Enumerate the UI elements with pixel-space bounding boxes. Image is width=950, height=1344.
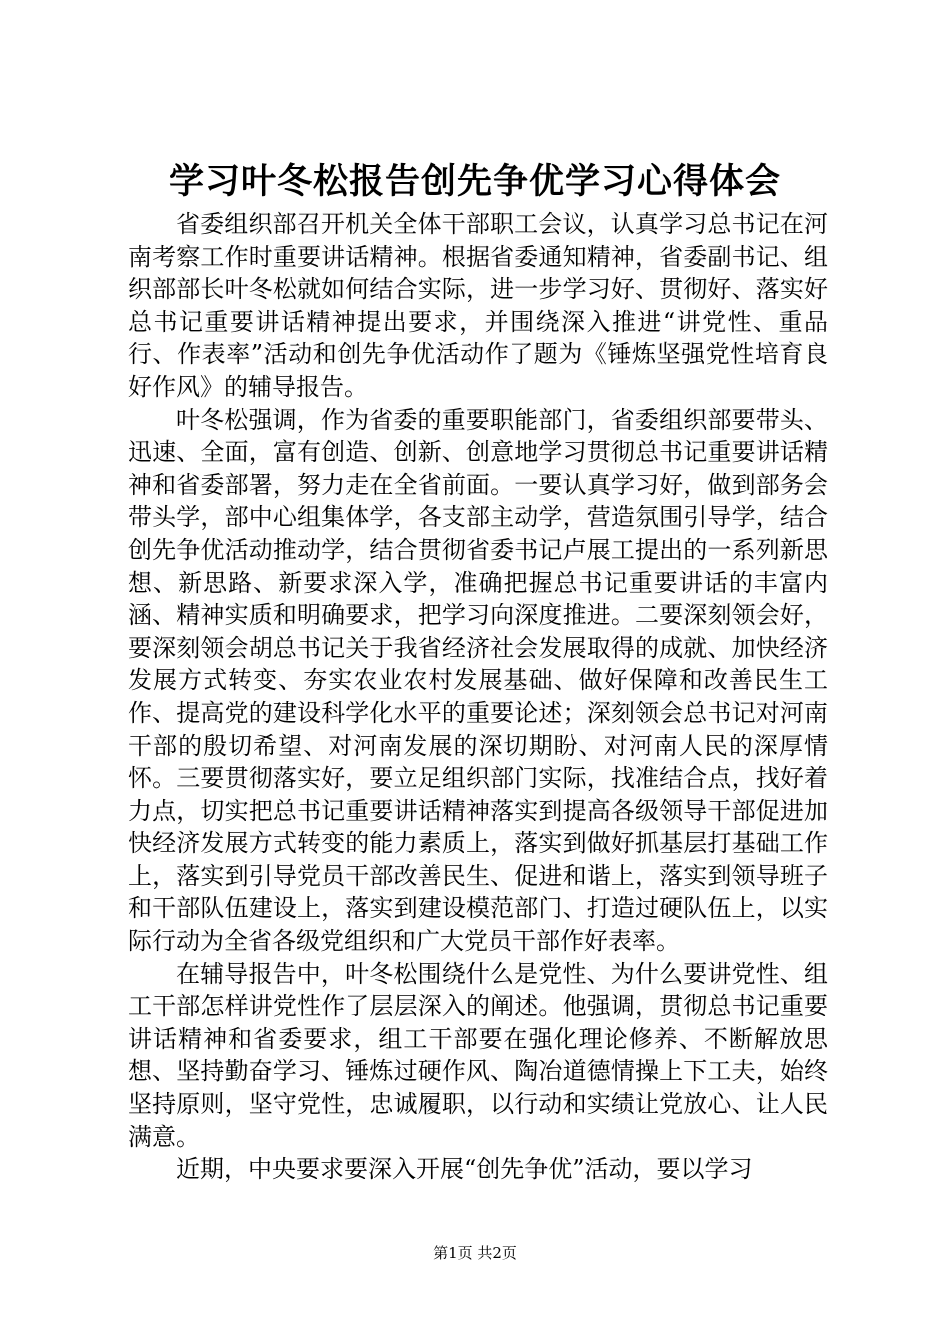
document-body <box>128 208 828 1186</box>
paragraph: 近期，中央要求要深入开展“创先争优”活动，要以学习 <box>176 1155 753 1184</box>
paragraph: 省委组织部召开机关全体干部职工会议，认真学习总书记在河南考察工作时重要讲话精神。根据省委通知精神，省委副书记、组织部部长叶冬松就如何结合实际，进一步学习好、贯彻好、落实好总书记重要讲话精神提出要求，并围绕深入推进“讲党性、重品行、作表率”活动和创先争优活动作了题为《锤炼坚强党性培育良好作风》的辅导报告。 <box>128 210 828 401</box>
paragraph: 叶冬松强调，作为省委的重要职能部门，省委组织部要带头、迅速、全面，富有创造、创新、创意地学习贯彻总书记重要讲话精神和省委部署，努力走在全省前面。一要认真学习好，做到部务会带头学，部中心组集体学，各支部主动学，营造氛围引导学，结合创先争优活动推动学，结合贯彻省委书记卢展工提出的一系列新思想、新思路、新要求深入学，准确把握总书记重要讲话的丰富内涵、精神实质和明确要求，把学习向深度推进。二要深刻领会好，要深刻领会胡总书记关于我省经济社会发展取得的成就、加快经济发展方式转变、夯实农业农村发展基础、做好保障和改善民生工作、提高党的建设科学化水平的重要论述；深刻领会总书记对河南干部的殷切希望、对河南发展的深切期盼、对河南人民的深厚情怀。三要贯彻落实好，要立足组织部门实际，找准结合点，找好着力点，切实把总书记重要讲话精神落实到提高各级领导干部促进加快经济发展方式转变的能力素质上，落实到做好抓基层打基础工作上，落实到引导党员干部改善民生、促进和谐上，落实到领导班子和干部队伍建设上，落实到建设模范部门、打造过硬队伍上，以实际行动为全省各级党组织和广大党员干部作好表率。 <box>128 405 828 956</box>
paragraph: 在辅导报告中，叶冬松围绕什么是党性、为什么要讲党性、组工干部怎样讲党性作了层层深入的阐述。他强调，贯彻总书记重要讲话精神和省委要求，组工干部要在强化理论修养、不断解放思想、坚持勤奋学习、锤炼过硬作风、陶冶道德情操上下工夫，始终坚持原则，坚守党性，忠诚履职，以行动和实绩让党放心、让人民满意。 <box>128 959 828 1151</box>
document-title: 学习叶冬松报告创先争优学习心得体会 <box>168 162 781 202</box>
page-number-footer: 第1页 共2页 <box>433 1244 517 1262</box>
